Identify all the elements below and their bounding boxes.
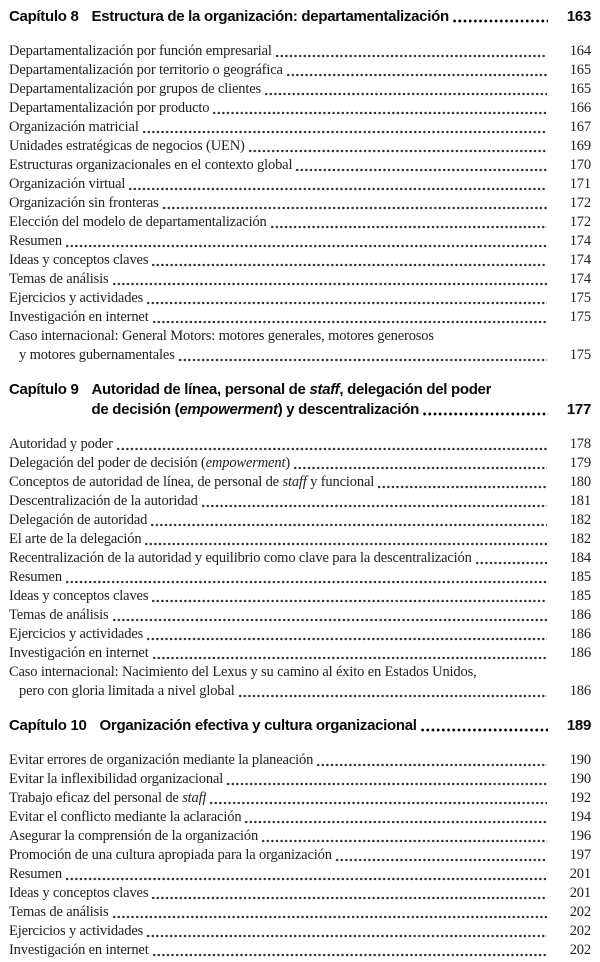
toc-entry [9, 549, 591, 568]
entry-text: y motores gubernamentales [19, 347, 175, 363]
toc-entry-line [9, 865, 591, 884]
entry-text: Recentralización de la autoridad y equilibrio como clave para la descentralización [9, 550, 472, 566]
entry-text: Delegación del poder de decisión (empowerment) [9, 455, 291, 471]
dot-leader [201, 492, 547, 511]
dot-leader [293, 454, 547, 473]
dot-leader [209, 789, 547, 808]
entry-text: Estructuras organizacionales en el contexto global [9, 157, 293, 173]
entry-page-number: 175 [569, 347, 591, 363]
toc-entry-line [9, 194, 591, 213]
toc-entry [9, 454, 591, 473]
entry-page-number: 184 [569, 550, 591, 566]
chapter-title [100, 716, 591, 736]
chapter-label: Capítulo 8 [9, 8, 79, 25]
toc-entry-line [9, 435, 591, 454]
entry-page-number: 170 [569, 157, 591, 173]
toc-entry [9, 213, 591, 232]
chapter-title-line [92, 7, 591, 27]
chapter-section [9, 380, 591, 701]
toc-entry-line [9, 663, 591, 682]
dot-leader [151, 251, 547, 270]
toc-entry [9, 903, 591, 922]
entry-text: Temas de análisis [9, 271, 109, 287]
toc-entry [9, 289, 591, 308]
dot-leader [152, 941, 547, 960]
toc-entry-line [9, 884, 591, 903]
chapter-title [92, 380, 591, 420]
dot-leader [226, 770, 547, 789]
chapter-title-text: Estructura de la organización: departamentalización [91, 8, 449, 25]
toc-entry [9, 308, 591, 327]
dot-leader [152, 644, 547, 663]
entry-page-number: 175 [569, 309, 591, 325]
entry-page-number: 167 [569, 119, 591, 135]
entry-page-number: 178 [569, 436, 591, 452]
entry-text: Resumen [9, 569, 62, 585]
entry-text: Asegurar la comprensión de la organización [9, 828, 259, 844]
entry-text: Descentralización de la autoridad [9, 493, 198, 509]
entry-text: Investigación en internet [9, 942, 149, 958]
toc-entry-line [9, 530, 591, 549]
toc-entry-line [9, 625, 591, 644]
entry-text: Organización sin fronteras [9, 195, 159, 211]
entry-text: Investigación en internet [9, 645, 149, 661]
toc-entry [9, 137, 591, 156]
entry-page-number: 202 [569, 942, 591, 958]
entry-text: Departamentalización por producto [9, 100, 210, 116]
toc-entry-line [9, 454, 591, 473]
dot-leader [152, 308, 547, 327]
toc-entry [9, 606, 591, 625]
toc-entry-line [9, 156, 591, 175]
entry-page-number: 175 [569, 290, 591, 306]
toc-entry-line [9, 99, 591, 118]
toc-entry-line [9, 941, 591, 960]
dot-leader [112, 606, 547, 625]
chapter-title-text: de decisión (empowerment) y descentralización [91, 401, 419, 418]
chapter-title-line [92, 380, 591, 400]
dot-leader [335, 846, 547, 865]
toc-entry [9, 884, 591, 903]
entry-page-number: 194 [569, 809, 591, 825]
toc-entry-line [9, 232, 591, 251]
chapter-label: Capítulo 9 [9, 381, 79, 398]
entry-page-number: 186 [569, 626, 591, 642]
chapter-page-number: 189 [566, 717, 591, 734]
chapter-entries [9, 751, 591, 960]
entry-text: Organización virtual [9, 176, 126, 192]
dot-leader [475, 549, 547, 568]
dot-leader [112, 270, 547, 289]
toc-entry-line [9, 922, 591, 941]
entry-text: Promoción de una cultura apropiada para la organización [9, 847, 332, 863]
entry-page-number: 174 [569, 233, 591, 249]
toc-entry [9, 625, 591, 644]
toc-entry-line [9, 827, 591, 846]
dot-leader [146, 289, 547, 308]
chapter-title-text: Autoridad de línea, personal de staff, delegación del poder [91, 381, 492, 398]
entry-page-number: 201 [569, 866, 591, 882]
toc-entry [9, 61, 591, 80]
toc-entry-line [9, 118, 591, 137]
toc-entry-line [9, 270, 591, 289]
entry-text: Organización matricial [9, 119, 139, 135]
dot-leader [146, 922, 547, 941]
toc-entry [9, 827, 591, 846]
dot-leader [116, 435, 547, 454]
chapter-section [9, 7, 591, 365]
toc-entry-line [9, 903, 591, 922]
toc-entry [9, 941, 591, 960]
entry-text: Caso internacional: General Motors: motores generales, motores generosos [9, 328, 434, 344]
entry-text: Elección del modelo de departamentalización [9, 214, 267, 230]
toc-entry-line [9, 568, 591, 587]
toc-entry-line [9, 846, 591, 865]
dot-leader [144, 530, 547, 549]
entry-page-number: 171 [569, 176, 591, 192]
dot-leader [286, 61, 547, 80]
dot-leader [295, 156, 547, 175]
toc-entry [9, 327, 591, 365]
entry-text: Ideas y conceptos claves [9, 252, 149, 268]
chapter-page-number: 177 [566, 401, 591, 418]
entry-text: Unidades estratégicas de negocios (UEN) [9, 138, 245, 154]
dot-leader [275, 42, 547, 61]
entry-text: Ideas y conceptos claves [9, 885, 149, 901]
chapter-title-text: Organización efectiva y cultura organizacional [99, 717, 417, 734]
entry-text: Investigación en internet [9, 309, 149, 325]
toc-entry [9, 118, 591, 137]
entry-page-number: 172 [569, 195, 591, 211]
toc-entry [9, 232, 591, 251]
entry-page-number: 165 [569, 81, 591, 97]
dot-leader [212, 99, 547, 118]
toc-entry [9, 511, 591, 530]
chapter-entries [9, 42, 591, 365]
toc-entry [9, 587, 591, 606]
dot-leader [146, 625, 547, 644]
dot-leader [65, 865, 547, 884]
entry-page-number: 197 [569, 847, 591, 863]
dot-leader [65, 232, 547, 251]
entry-text: Ideas y conceptos claves [9, 588, 149, 604]
dot-leader [238, 682, 547, 701]
dot-leader [128, 175, 547, 194]
toc-entry [9, 492, 591, 511]
entry-text: Caso internacional: Nacimiento del Lexus y su camino al éxito en Estados Unidos, [9, 664, 477, 680]
toc-entry [9, 789, 591, 808]
toc-entry-line [9, 42, 591, 61]
toc-entry [9, 156, 591, 175]
dot-leader [151, 587, 547, 606]
entry-text: Ejercicios y actividades [9, 626, 144, 642]
entry-page-number: 174 [569, 271, 591, 287]
entry-page-number: 164 [569, 43, 591, 59]
dot-leader [65, 568, 547, 587]
toc-entry [9, 80, 591, 99]
toc-entry-line [9, 770, 591, 789]
toc-entry [9, 99, 591, 118]
toc-entry-line [9, 61, 591, 80]
toc-entry-line [9, 587, 591, 606]
toc-entry [9, 865, 591, 884]
toc-entry-line [9, 137, 591, 156]
toc-entry [9, 175, 591, 194]
toc-entry [9, 473, 591, 492]
toc-entry-line [9, 492, 591, 511]
dot-leader [162, 194, 547, 213]
entry-text: Temas de análisis [9, 607, 109, 623]
toc-entry [9, 922, 591, 941]
toc-entry-line [9, 606, 591, 625]
entry-text: Evitar la inflexibilidad organizacional [9, 771, 224, 787]
toc-entry [9, 663, 591, 701]
toc-entry [9, 751, 591, 770]
entry-text: Evitar el conflicto mediante la aclaración [9, 809, 242, 825]
dot-leader [142, 118, 547, 137]
toc-entry-line [9, 808, 591, 827]
entry-page-number: 196 [569, 828, 591, 844]
toc-entry-line [9, 346, 591, 365]
toc-entry-line [9, 327, 591, 346]
chapter-heading [9, 380, 591, 420]
toc-sections [9, 7, 591, 960]
entry-page-number: 174 [569, 252, 591, 268]
dot-leader [420, 716, 548, 736]
entry-text: Trabajo eficaz del personal de staff [9, 790, 207, 806]
dot-leader [316, 751, 547, 770]
toc-entry [9, 435, 591, 454]
entry-text: Conceptos de autoridad de línea, de personal de staff y funcional [9, 474, 375, 490]
toc-entry-line [9, 682, 591, 701]
entry-text: Evitar errores de organización mediante la planeación [9, 752, 314, 768]
entry-page-number: 202 [569, 904, 591, 920]
entry-page-number: 202 [569, 923, 591, 939]
entry-page-number: 190 [569, 771, 591, 787]
dot-leader [422, 400, 548, 420]
toc-entry [9, 846, 591, 865]
chapter-page-number: 163 [566, 8, 591, 25]
toc-entry-line [9, 80, 591, 99]
toc-entry [9, 644, 591, 663]
toc-entry [9, 194, 591, 213]
toc-entry-line [9, 175, 591, 194]
toc-entry [9, 270, 591, 289]
toc-entry-line [9, 549, 591, 568]
toc-entry [9, 42, 591, 61]
chapter-section [9, 716, 591, 960]
chapter-title-line [100, 716, 591, 736]
entry-text: Ejercicios y actividades [9, 923, 144, 939]
entry-text: Departamentalización por grupos de clientes [9, 81, 262, 97]
entry-page-number: 166 [569, 100, 591, 116]
entry-page-number: 182 [569, 531, 591, 547]
dot-leader [151, 884, 547, 903]
entry-page-number: 181 [569, 493, 591, 509]
toc-entry [9, 808, 591, 827]
entry-page-number: 165 [569, 62, 591, 78]
dot-leader [264, 80, 547, 99]
toc-entry-line [9, 789, 591, 808]
entry-page-number: 185 [569, 588, 591, 604]
entry-page-number: 172 [569, 214, 591, 230]
dot-leader [244, 808, 547, 827]
chapter-title-line [92, 400, 591, 420]
toc-entry-line [9, 473, 591, 492]
chapter-title [92, 7, 591, 27]
toc-entry-line [9, 644, 591, 663]
dot-leader [452, 7, 548, 27]
entry-page-number: 192 [569, 790, 591, 806]
chapter-entries [9, 435, 591, 701]
toc-entry [9, 568, 591, 587]
entry-page-number: 201 [569, 885, 591, 901]
dot-leader [248, 137, 547, 156]
entry-text: Resumen [9, 233, 62, 249]
dot-leader [270, 213, 547, 232]
entry-page-number: 182 [569, 512, 591, 528]
dot-leader [377, 473, 547, 492]
entry-page-number: 169 [569, 138, 591, 154]
chapter-heading [9, 716, 591, 736]
chapter-heading [9, 7, 591, 27]
dot-leader [150, 511, 547, 530]
entry-page-number: 186 [569, 645, 591, 661]
entry-text: Temas de análisis [9, 904, 109, 920]
entry-page-number: 186 [569, 683, 591, 699]
toc-entry-line [9, 511, 591, 530]
dot-leader [261, 827, 547, 846]
toc-entry-line [9, 289, 591, 308]
entry-page-number: 190 [569, 752, 591, 768]
entry-text: Departamentalización por territorio o geográfica [9, 62, 283, 78]
entry-page-number: 179 [569, 455, 591, 471]
toc-entry-line [9, 751, 591, 770]
entry-text: El arte de la delegación [9, 531, 142, 547]
toc-entry-line [9, 213, 591, 232]
entry-page-number: 180 [569, 474, 591, 490]
dot-leader [112, 903, 547, 922]
toc-entry [9, 251, 591, 270]
entry-text: Ejercicios y actividades [9, 290, 144, 306]
entry-text: Autoridad y poder [9, 436, 113, 452]
toc-entry [9, 770, 591, 789]
entry-page-number: 185 [569, 569, 591, 585]
entry-text: Resumen [9, 866, 62, 882]
entry-text: Departamentalización por función empresarial [9, 43, 272, 59]
toc-entry-line [9, 251, 591, 270]
toc-entry-line [9, 308, 591, 327]
entry-text: Delegación de autoridad [9, 512, 148, 528]
entry-page-number: 186 [569, 607, 591, 623]
dot-leader [178, 346, 547, 365]
entry-text: pero con gloria limitada a nivel global [19, 683, 235, 699]
chapter-label: Capítulo 10 [9, 717, 87, 734]
toc-entry [9, 530, 591, 549]
